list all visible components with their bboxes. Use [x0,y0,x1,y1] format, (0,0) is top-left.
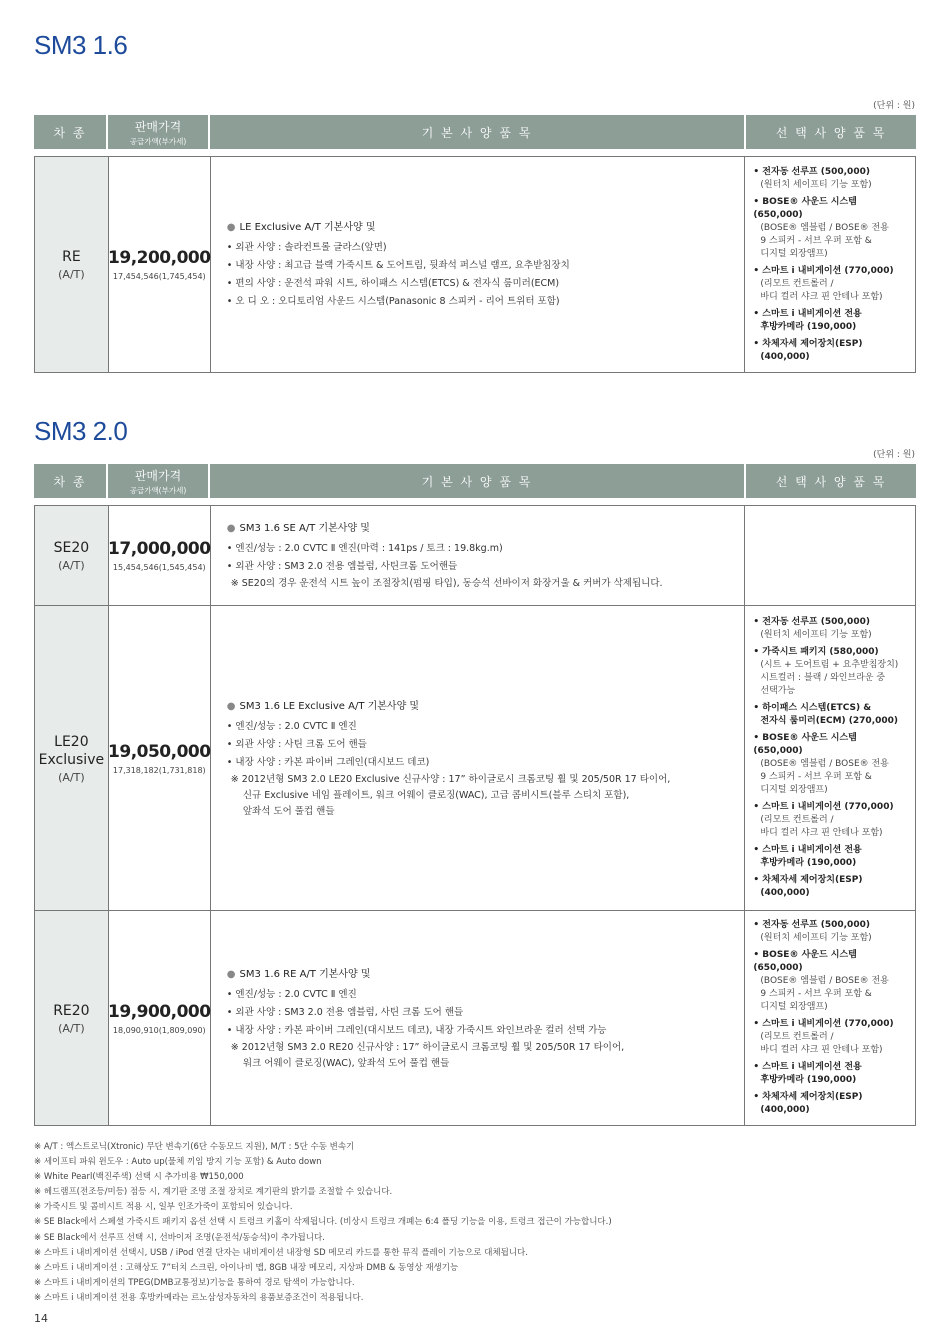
basic-line: • 오 디 오 : 오디토리엄 사운드 시스템(Panasonic 8 스피커 - 리어 트위터 포함) [226,296,560,307]
footnote: ※ SE Black에서 선루프 선택 시, 선바이저 조명(운전석/동승석)이 추가됩니다. [34,1232,325,1243]
model-name: SE20 [53,540,90,556]
basic-line: • 엔진/성능 : 2.0 CVTC Ⅱ 엔진 [226,988,357,1000]
basic-heading: ● SM3 1.6 RE A/T 기본사양 및 [226,968,371,980]
unit-label: (단위 : 원) [873,450,915,460]
basic-note: ※ 2012년형 SM3 2.0 LE20 Exclusive 신규사양 : 17” 하이글로시 크롬코팅 휠 및 205/50R 17 타이어, [230,773,671,785]
model-cell [35,606,109,910]
option-item: • BOSE® 사운드 시스템 (650,000) (BOSE® 엠블럼 / BOSE® 전용 9 스피커 - 서브 우퍼 포함 & 디지털 외장앰프) [753,196,889,259]
basic-note: 신규 Exclusive 네임 플레이트, 워크 어웨이 클로징(WAC), 고급 콤비시트(블루 스티치 포함), [230,789,630,801]
price-cell [109,157,211,372]
price-cell [109,506,211,605]
table-header [34,115,916,149]
option-item: • 스마트 i 내비게이션 (770,000) (리모트 컨트롤러 / 바디 컬러 샤크 핀 안테나 포함) [753,265,894,302]
table-header [34,464,916,498]
model-name: LE20 [54,733,89,750]
supply-value: 17,318,182(1,731,818) [112,765,206,775]
basic-spec-cell [211,911,746,1125]
basic-line: • 내장 사양 : 카본 파이버 그레인(대시보드 데코), 내장 가죽시트 와인브라운 컬러 선택 가능 [226,1024,607,1036]
footnotes [34,1140,914,1306]
model-cell [35,157,109,372]
option-item: • 스마트 i 내비게이션 전용 후방카메라 (190,000) [753,1062,862,1085]
footnote: ※ 스마트 i 내비게이션 선택시, USB / iPod 연결 단자는 내비게이션 내장형 SD 메모리 카드를 통한 뮤직 플레이 기능으로 대체됩니다. [34,1247,528,1258]
footnote: ※ SE Black에서 스페셜 가죽시트 패키지 옵션 선택 시 트렁크 키홀이 삭제됩니다. (비상시 트렁크 개폐는 6:4 폴딩 기능을 이용, 트렁크 접근이 가능합니다.) [34,1217,612,1228]
model-name: RE [62,249,81,265]
section-title-sm3-16: SM3 1.6 [34,30,128,60]
option-item: • 차체자세 제어장치(ESP) (400,000) [753,875,863,898]
option-item: • 전자동 선루프 (500,000) (원터치 세이프티 기능 포함) [753,166,872,190]
table-row-re20 [35,911,915,1125]
option-item: • 스마트 i 내비게이션 (770,000) (리모트 컨트롤러 / 바디 컬러 샤크 핀 안테나 포함) [753,802,894,838]
model-trans: (A/T) [58,268,85,281]
model-cell [35,911,109,1125]
supply-value: 15,454,546(1,545,454) [112,563,206,572]
model-trans: (A/T) [58,1021,85,1035]
basic-heading: ● SM3 1.6 SE A/T 기본사양 및 [226,523,370,534]
table-row-se20 [35,506,915,606]
basic-line: • 외관 사양 : SM3 2.0 전용 엠블럼, 사틴크롬 도어핸들 [226,561,458,572]
footnote: ※ White Pearl(백진주색) 선택 시 추가비용 ₩150,000 [34,1172,244,1183]
price-value: 19,050,000 [108,741,211,762]
option-item: • 가죽시트 패키지 (580,000) (시트 + 도어트림 + 요추받침장치) 시트컬러 : 블랙 / 와인브라운 중 선택가능 [753,647,899,696]
option-item: • 스마트 i 내비게이션 전용 후방카메라 (190,000) [753,308,862,332]
footnote: ※ 스마트 i 내비게이션 : 고해상도 7”터치 스크린, 아이나비 맵, 8GB 내장 메모리, 지상파 DMB & 동영상 재생기능 [34,1262,459,1273]
supply-value: 18,090,910(1,809,090) [112,1025,206,1035]
spec-table-sm3-16 [34,156,916,373]
header-price: 판매가격 [134,468,182,483]
header-price-sub: 공급가액(부가세) [129,485,187,495]
basic-note: 워크 어웨이 클로징(WAC), 앞좌석 도어 풀컵 핸들 [230,1057,450,1069]
model-name: RE20 [53,1002,90,1019]
basic-heading: ● LE Exclusive A/T 기본사양 및 [226,222,376,233]
header-model: 차 종 [53,125,87,140]
table-row-le20-exclusive [35,606,915,911]
basic-line: • 외관 사양 : SM3 2.0 전용 엠블럼, 사틴 크롬 도어 핸들 [226,1006,464,1018]
options-cell [745,606,915,910]
basic-spec-cell [211,506,746,605]
basic-spec-cell [211,157,746,372]
basic-line: • 내장 사양 : 카본 파이버 그레인(대시보드 데코) [226,756,430,768]
section-title-sm3-20: SM3 2.0 [34,416,128,446]
header-options: 선 택 사 양 품 목 [775,125,887,140]
basic-spec-cell [211,606,746,910]
footnote: ※ 헤드램프(전조등/미등) 점등 시, 계기판 조명 조절 장치로 계기판의 밝기를 조절할 수 있습니다. [34,1187,393,1198]
basic-line: • 외관 사양 : 솔라컨트롤 글라스(앞면) [226,242,387,253]
footnote: ※ 스마트 i 내비게이션의 TPEG(DMB교통정보)기능을 통하여 경로 탐색이 가능합니다. [34,1277,355,1288]
unit-label: (단위 : 원) [873,101,915,111]
header-basic: 기 본 사 양 품 목 [421,474,533,489]
price-value: 17,000,000 [108,539,211,559]
options-cell [745,157,915,372]
model-trans: (A/T) [58,770,85,784]
page-number: 14 [34,1312,48,1325]
options-cell [745,911,915,1125]
basic-line: • 편의 사양 : 운전석 파워 시트, 하이패스 시스템(ETCS) & 전자식 룸미러(ECM) [226,278,560,289]
header-options: 선 택 사 양 품 목 [775,474,887,489]
basic-line: • 외관 사양 : 사틴 크롬 도어 핸들 [226,738,367,750]
price-value: 19,900,000 [108,1001,211,1022]
basic-line: • 내장 사양 : 최고급 블랙 가죽시트 & 도어트림, 뒷좌석 퍼스널 램프, 요추받침장치 [226,260,570,271]
option-item: • BOSE® 사운드 시스템 (650,000) (BOSE® 엠블럼 / BOSE® 전용 9 스피커 - 서브 우퍼 포함 & 디지털 외장앰프) [753,733,889,795]
price-cell [109,911,211,1125]
footnote: ※ 세이프티 파워 윈도우 : Auto up(물체 끼임 방지 기능 포함) & Auto down [34,1157,322,1168]
footnote: ※ 스마트 i 내비게이션 전용 후방카메라는 르노삼성자동차의 용품보증조건이 적용됩니다. [34,1292,364,1303]
header-basic: 기 본 사 양 품 목 [421,125,533,140]
option-item: • BOSE® 사운드 시스템 (650,000) (BOSE® 엠블럼 / BOSE® 전용 9 스피커 - 서브 우퍼 포함 & 디지털 외장앰프) [753,950,889,1012]
table-row-re [35,157,915,372]
options-cell [745,506,915,605]
model-cell [35,506,109,605]
basic-line: • 엔진/성능 : 2.0 CVTC Ⅱ 엔진 [226,720,357,732]
option-item: • 하이패스 시스템(ETCS) & 전자식 룸미러(ECM) (270,000) [753,703,899,726]
supply-value: 17,454,546(1,745,454) [112,272,206,281]
option-item: • 스마트 i 내비게이션 전용 후방카메라 (190,000) [753,845,862,868]
footnote: ※ 가죽시트 및 콤비시트 적용 시, 일부 인조가죽이 포함되어 있습니다. [34,1202,293,1213]
option-item: • 전자동 선루프 (500,000) (원터치 세이프티 기능 포함) [753,920,872,943]
price-cell [109,606,211,910]
price-value: 19,200,000 [108,248,211,268]
option-item: • 전자동 선루프 (500,000) (원터치 세이프티 기능 포함) [753,617,872,640]
option-item: • 차체자세 제어장치(ESP) (400,000) [753,338,863,362]
basic-line: • 엔진/성능 : 2.0 CVTC Ⅱ 엔진(마력 : 141ps / 토크 : 19.8kg.m) [226,543,503,554]
option-item: • 차체자세 제어장치(ESP) (400,000) [753,1092,863,1115]
basic-heading: ● SM3 1.6 LE Exclusive A/T 기본사양 및 [226,700,420,712]
model-name-line2: Exclusive [38,751,105,768]
footnote: ※ A/T : 엑스트로닉(Xtronic) 무단 변속기(6단 수동모드 지원), M/T : 5단 수동 변속기 [34,1142,355,1152]
basic-note: ※ 2012년형 SM3 2.0 RE20 신규사양 : 17” 하이글로시 크롬코팅 휠 및 205/50R 17 타이어, [230,1041,625,1053]
header-price: 판매가격 [134,119,182,134]
header-price-sub: 공급가액(부가세) [129,136,187,146]
basic-note: ※ SE20의 경우 운전석 시트 높이 조절장치(펌핑 타입), 동승석 선바이저 화장거울 & 커버가 삭제됩니다. [230,578,663,589]
header-model: 차 종 [53,474,87,489]
option-item: • 스마트 i 내비게이션 (770,000) (리모트 컨트롤러 / 바디 컬러 샤크 핀 안테나 포함) [753,1019,894,1055]
model-trans: (A/T) [58,559,85,572]
basic-note: 앞좌석 도어 풀컵 핸들 [230,805,335,817]
spec-table-sm3-20 [34,505,916,1126]
